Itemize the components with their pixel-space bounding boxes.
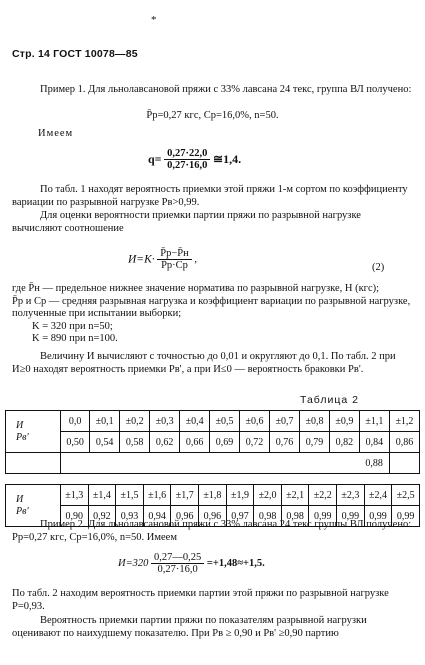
cell: ±0,4: [180, 411, 210, 432]
ex2-rhs: =+1,48≈+1,5.: [206, 558, 265, 569]
q-lhs: q=: [148, 152, 162, 166]
cell: ±0,7: [270, 411, 300, 432]
cell: 0,99: [337, 506, 365, 527]
cell: ±1,7: [171, 485, 199, 506]
cell: ±2,0: [254, 485, 282, 506]
q-rhs: ≅1,4.: [213, 152, 242, 166]
cell-spacer: [389, 453, 419, 474]
cell: ±2,3: [337, 485, 365, 506]
cell: 0,62: [150, 432, 180, 453]
table-block-1: [5, 410, 420, 474]
eq2-lhs: И=K·: [128, 253, 155, 266]
cell-last: 0,88: [61, 453, 390, 474]
have-label: Имеем: [38, 128, 74, 139]
cell: ±1,5: [116, 485, 144, 506]
table1-paragraph: По табл. 1 находят вероятность приемки этой пряжи 1-м сортом по коэффициенту вариации по разрывной нагрузке Рв>0,99.: [12, 184, 408, 208]
cell: ±2,2: [309, 485, 337, 506]
assess-paragraph: Для оценки вероятности приемки партии пряжи по разрывной нагрузке вычисляют соотношение: [12, 210, 361, 234]
cell: 0,99: [309, 506, 337, 527]
cell: 0,94: [143, 506, 171, 527]
cell: 0,84: [359, 432, 389, 453]
label-И: И: [16, 419, 24, 431]
label-Рв: Рв': [16, 505, 29, 517]
row-label-И-Рв: [6, 411, 61, 453]
example2-text: Пример 2. Для льнолавсановой пряжи с 33% лавсана 24 текс группы ВЛ получено: Рр=0,27 кгс, Ср=16,0%, n=50. Имеем: [12, 519, 412, 543]
cell: ±2,4: [364, 485, 392, 506]
cell: ±0,6: [240, 411, 270, 432]
cell: 0,66: [180, 432, 210, 453]
formula-example2: [118, 552, 265, 575]
cell: ±1,6: [143, 485, 171, 506]
def-k50: K = 320 при n=50;: [32, 320, 113, 332]
cell: ±0,2: [120, 411, 150, 432]
cell: 0,86: [389, 432, 419, 453]
cell: 0,99: [392, 506, 420, 527]
label-И: И: [16, 493, 24, 505]
cell: 0,96: [199, 506, 227, 527]
cell: 0,92: [88, 506, 116, 527]
def-pp-cp: P̄р и Ср — средняя разрывная нагрузка и коэффициент вариации по разрывной нагрузке, полученные при испытании выборки;: [12, 295, 411, 319]
cell: ±1,3: [61, 485, 89, 506]
cell: ±1,9: [226, 485, 254, 506]
cell: 0,50: [61, 432, 90, 453]
ex2-fraction: [151, 552, 204, 575]
cell: 0,98: [254, 506, 282, 527]
formula-q: [148, 148, 241, 171]
ex2-denominator: 0,27·16,0: [157, 564, 198, 575]
table-row: [6, 485, 420, 506]
cell: 0,72: [240, 432, 270, 453]
formula-2: [128, 248, 197, 271]
eq2-denominator: P̄р·Cр: [161, 260, 188, 271]
eq2-tail: ,: [194, 254, 197, 265]
table-row: [6, 453, 420, 474]
cell: ±0,5: [210, 411, 240, 432]
example1-given: P̄р=0,27 кгс, Ср=16,0%, n=50.: [146, 110, 279, 121]
cell: 0,76: [270, 432, 300, 453]
cell: ±1,8: [199, 485, 227, 506]
final-paragraph-1: По табл. 2 находим вероятность приемки партии этой пряжи по разрывной нагрузке Р=0,93.: [12, 588, 389, 612]
star-mark: *: [151, 14, 157, 26]
cell: 0,79: [299, 432, 329, 453]
cell: ±1,1: [359, 411, 389, 432]
cell: ±0,1: [90, 411, 120, 432]
eq2-fraction: [157, 248, 191, 271]
cell: 0,90: [61, 506, 89, 527]
cell-label-extra: [6, 453, 61, 474]
cell: 0,99: [364, 506, 392, 527]
ex2-lhs: И=320: [118, 558, 149, 569]
cell: 0,54: [90, 432, 120, 453]
ex2-numerator: 0,27—0,25: [151, 552, 204, 564]
eq2-numerator: P̄р−P̄н: [157, 248, 191, 260]
cell: ±0,3: [150, 411, 180, 432]
example1-text: Пример 1. Для льнолавсановой пряжи с 33% лавсана 24 текс, группа ВЛ получено:: [40, 84, 412, 95]
cell: 0,69: [210, 432, 240, 453]
cell: ±2,1: [281, 485, 309, 506]
cell: 0,98: [281, 506, 309, 527]
table-caption: Таблица 2: [300, 394, 359, 406]
table-row: [6, 432, 420, 453]
cell: ±2,5: [392, 485, 420, 506]
cell: 0,82: [329, 432, 359, 453]
equation-number: (2): [372, 262, 385, 273]
q-denominator: 0,27·16,0: [167, 160, 208, 171]
def-pn: где P̄н — предельное нижнее значение норматива по разрывной нагрузке, Н (кгс);: [12, 283, 380, 294]
cell: ±0,8: [299, 411, 329, 432]
definitions: [12, 283, 416, 346]
page-header: Стр. 14 ГОСТ 10078—85: [12, 48, 138, 60]
cell: ±0,9: [329, 411, 359, 432]
label-Рв: Рв': [16, 431, 29, 443]
final-paragraph-2: Вероятность приемки партии пряжи по показателям разрывной нагрузки оценивают по наихудшему показателю. При Рв ≥ 0,90 и Рв' ≥0,90 партию: [12, 615, 367, 639]
table-2: [5, 410, 420, 527]
table-row: [6, 411, 420, 432]
cell: 0,97: [226, 506, 254, 527]
cell: ±1,4: [88, 485, 116, 506]
def-k100: K = 890 при n=100.: [32, 333, 118, 344]
cell: 0,96: [171, 506, 199, 527]
cell: 0,93: [116, 506, 144, 527]
value-paragraph: Величину И вычисляют с точностью до 0,01 и округляют до 0,1. По табл. 2 при И≥0 находят вероятность приемки Рв', а при И≤0 — вероятность браковки Рв'.: [12, 351, 396, 375]
q-fraction: [164, 148, 210, 171]
q-numerator: 0,27·22,0: [164, 148, 210, 160]
cell: 0,58: [120, 432, 150, 453]
cell: 0,0: [61, 411, 90, 432]
cell: ±1,2: [389, 411, 419, 432]
